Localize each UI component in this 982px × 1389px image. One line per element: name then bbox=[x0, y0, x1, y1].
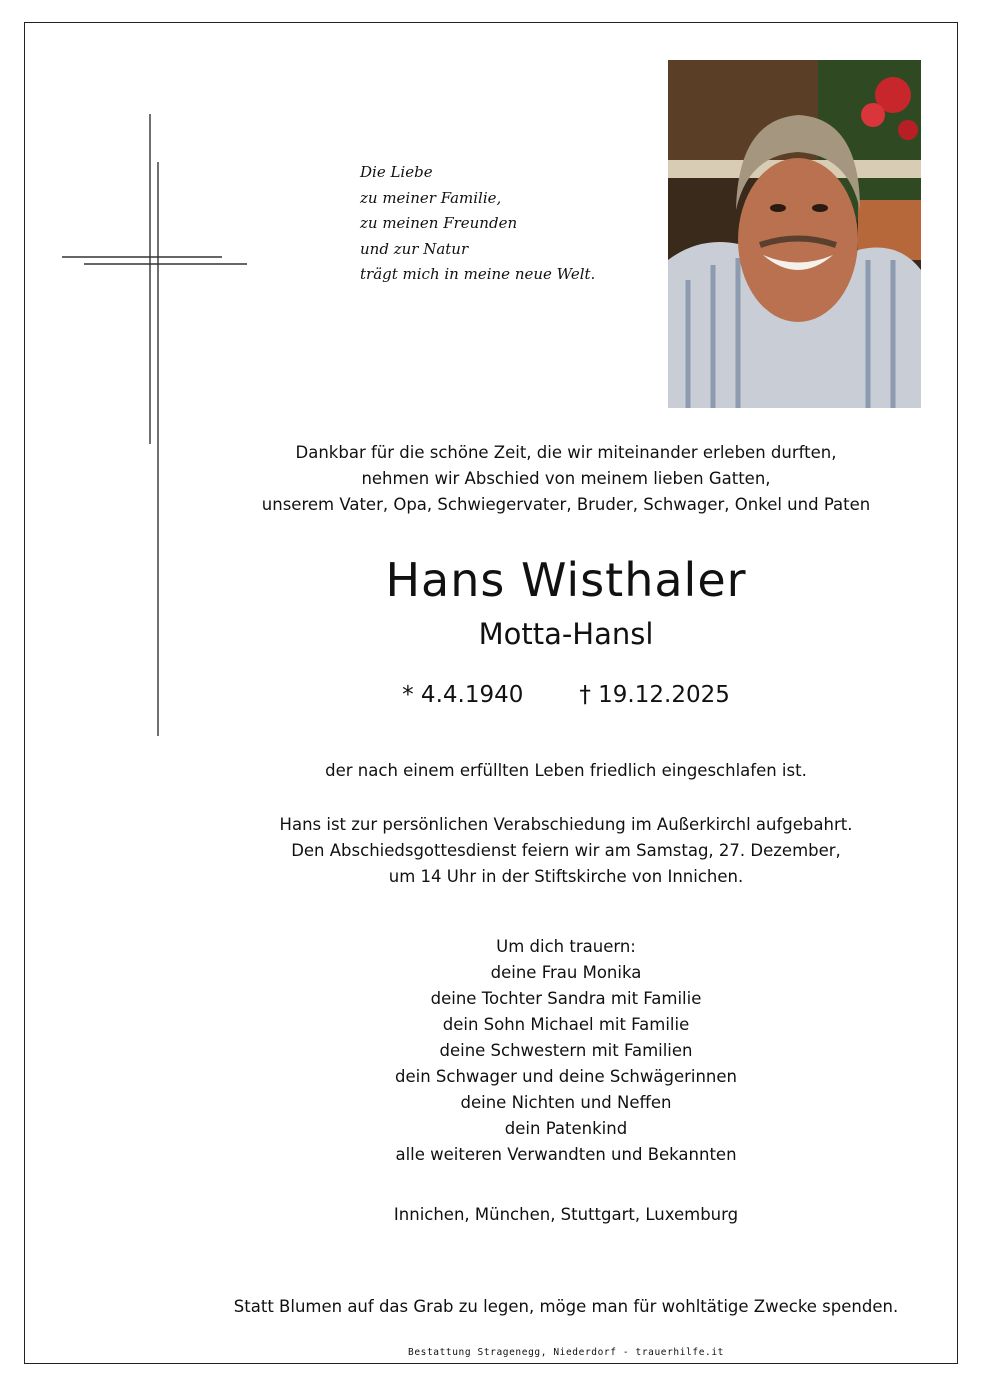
places-line: Innichen, München, Stuttgart, Luxemburg bbox=[393, 1205, 739, 1224]
info-line: Hans ist zur persönlichen Verabschiedung im Außerkirchl aufgebahrt. bbox=[279, 815, 853, 834]
mourner-item: deine Tochter Sandra mit Familie bbox=[430, 989, 702, 1008]
mourner-item: deine Nichten und Neffen bbox=[460, 1093, 672, 1112]
mourner-item: dein Patenkind bbox=[504, 1119, 628, 1138]
intro-line: unserem Vater, Opa, Schwiegervater, Bruder, Schwager, Onkel und Paten bbox=[261, 495, 871, 514]
quote-line: und zur Natur bbox=[360, 239, 469, 258]
mourner-item: deine Frau Monika bbox=[490, 963, 642, 982]
quote-line: zu meinen Freunden bbox=[360, 214, 518, 232]
intro-text bbox=[160, 440, 972, 518]
quote-line: trägt mich in meine neue Welt. bbox=[360, 265, 596, 283]
footer-credit: Bestattung Stragenegg, Niederdorf - trauerhilfe.it bbox=[408, 1347, 724, 1358]
mourners-block bbox=[160, 934, 972, 1168]
mourners-heading: Um dich trauern: bbox=[496, 937, 636, 956]
life-dates bbox=[160, 678, 972, 712]
flowers-note: Statt Blumen auf das Grab zu legen, möge man für wohltätige Zwecke spenden. bbox=[233, 1297, 899, 1316]
quote-line: Die Liebe bbox=[360, 163, 433, 181]
mourner-item: dein Schwager und deine Schwägerinnen bbox=[395, 1067, 737, 1086]
portrait-photo bbox=[668, 60, 921, 408]
mourner-item: dein Sohn Michael mit Familie bbox=[442, 1015, 690, 1034]
mourner-item: deine Schwestern mit Familien bbox=[439, 1041, 693, 1060]
intro-line: nehmen wir Abschied von meinem lieben Gatten, bbox=[361, 469, 771, 488]
intro-line: Dankbar für die schöne Zeit, die wir miteinander erleben durften, bbox=[295, 443, 837, 462]
memorial-quote bbox=[360, 160, 640, 288]
deceased-nickname: Motta-Hansl bbox=[478, 617, 654, 651]
farewell-info bbox=[160, 812, 972, 890]
passed-text: der nach einem erfüllten Leben friedlich eingeschlafen ist. bbox=[325, 761, 807, 780]
info-line: um 14 Uhr in der Stiftskirche von Innichen. bbox=[388, 867, 744, 886]
deceased-name: Hans Wisthaler bbox=[385, 553, 747, 607]
quote-line: zu meiner Familie, bbox=[360, 188, 502, 207]
birth-date: * 4.4.1940 bbox=[402, 682, 524, 708]
mourner-item: alle weiteren Verwandten und Bekannten bbox=[395, 1145, 737, 1164]
death-date: † 19.12.2025 bbox=[579, 682, 730, 708]
info-line: Den Abschiedsgottesdienst feiern wir am Samstag, 27. Dezember, bbox=[291, 841, 841, 860]
